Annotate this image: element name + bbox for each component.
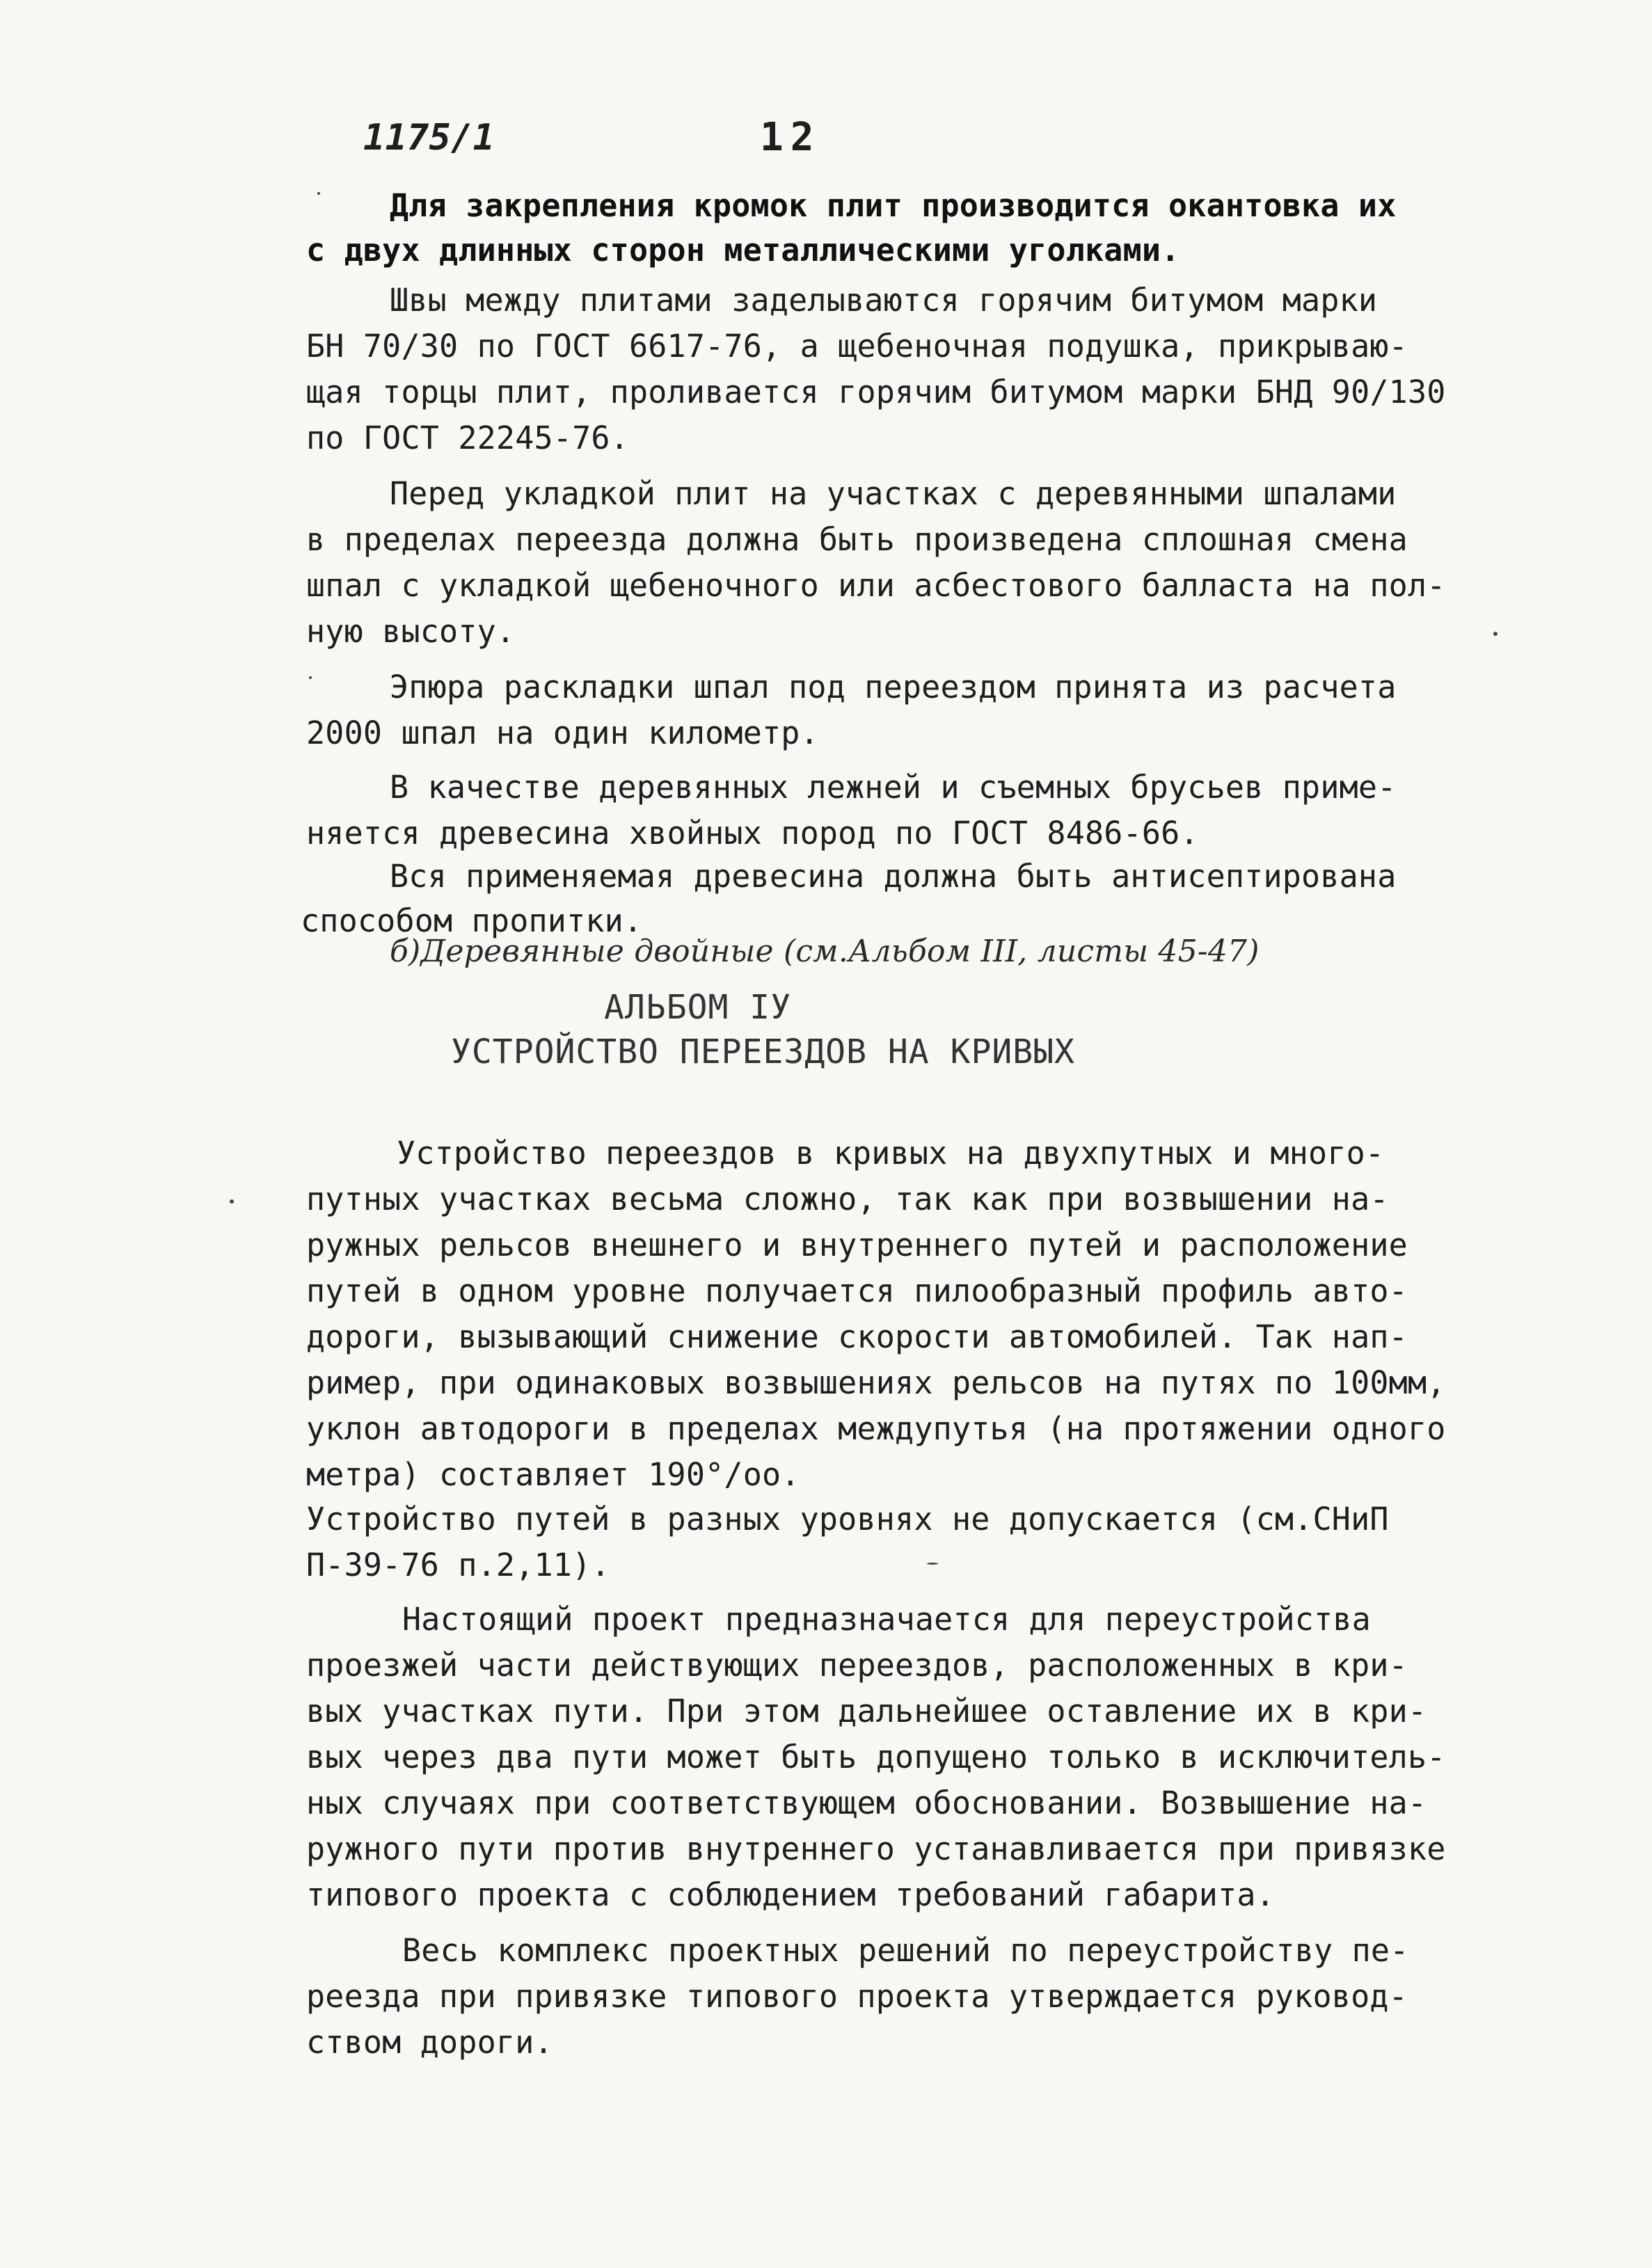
text-line: ружных рельсов внешнего и внутреннего путей и расположение	[306, 1227, 1408, 1263]
text-line: Перед укладкой плит на участках с деревянными шпалами	[390, 475, 1397, 512]
text-line: ную высоту.	[306, 613, 516, 650]
text-line: путей в одном уровне получается пилообразный профиль авто-	[306, 1272, 1408, 1309]
text-line: Устройство переездов в кривых на двухпутных и много-	[397, 1135, 1385, 1172]
scan-speck	[1493, 632, 1498, 636]
section-title: АЛЬБОМ IУ	[604, 988, 792, 1027]
text-line: с двух длинных сторон металлическими уголками.	[306, 232, 1180, 269]
text-line: реезда при привязке типового проекта утверждается руковод-	[306, 1978, 1408, 2015]
text-line: типового проекта с соблюдением требований габарита.	[306, 1876, 1275, 1913]
scan-speck	[927, 1563, 938, 1565]
text-line: метра) составляет 190°/oo.	[306, 1456, 800, 1493]
text-line: Эпюра раскладки шпал под переездом принята из расчета	[390, 669, 1397, 705]
text-line: П-39-76 п.2,11).	[306, 1547, 610, 1583]
text-line: шпал с укладкой щебеночного или асбестового балласта на пол-	[306, 567, 1446, 604]
text-line: 2000 шпал на один километр.	[306, 714, 819, 751]
text-line: щая торцы плит, проливается горячим битумом марки БНД 90/130	[306, 374, 1446, 410]
text-line: путных участках весьма сложно, так как при возвышении на-	[306, 1181, 1389, 1217]
text-line: проезжей части действующих переездов, расположенных в кри-	[306, 1647, 1408, 1684]
text-line: ством дороги.	[306, 2024, 553, 2061]
document-number: 1175/1	[363, 117, 495, 159]
text-line: дороги, вызывающий снижение скорости автомобилей. Так нап-	[306, 1318, 1408, 1355]
text-line: Весь комплекс проектных решений по переустройству пе-	[402, 1932, 1409, 1969]
handwritten-note: б)Деревянные двойные (см.Альбом III, листы 45-47)	[390, 934, 1260, 969]
text-line: уклон автодороги в пределах междупутья (на протяжении одного	[306, 1410, 1446, 1447]
text-line: по ГОСТ 22245-76.	[306, 420, 629, 456]
text-line: БН 70/30 по ГОСТ 6617-76, а щебеночная подушка, прикрываю-	[306, 328, 1408, 365]
text-line: ример, при одинаковых возвышениях рельсов на путях по 100мм,	[306, 1364, 1446, 1401]
scan-speck	[230, 1199, 234, 1204]
text-line: в пределах переезда должна быть произведена сплошная смена	[306, 521, 1408, 558]
text-line: Швы между плитами заделываются горячим битумом марки	[390, 282, 1378, 319]
text-line: вых участках пути. При этом дальнейшее оставление их в кри-	[306, 1693, 1427, 1730]
text-line: няется древесина хвойных пород по ГОСТ 8486-66.	[306, 815, 1199, 852]
scan-speck	[309, 676, 312, 679]
text-line: Настоящий проект предназначается для переустройства	[402, 1601, 1371, 1638]
text-line: способом пропитки.	[301, 902, 643, 939]
page-number: 12	[760, 115, 821, 160]
text-line: ных случаях при соответствующем обосновании. Возвышение на-	[306, 1784, 1427, 1821]
section-subtitle: УСТРОЙСТВО ПЕРЕЕЗДОВ НА КРИВЫХ	[451, 1032, 1075, 1071]
text-line: ружного пути против внутреннего устанавливается при привязке	[306, 1830, 1446, 1867]
text-line: В качестве деревянных лежней и съемных брусьев приме-	[390, 769, 1397, 806]
text-line: Устройство путей в разных уровнях не допускается (см.СНиП	[306, 1501, 1389, 1538]
scan-speck	[317, 192, 320, 195]
text-line: Вся применяемая древесина должна быть антисептирована	[390, 858, 1397, 895]
text-line: вых через два пути может быть допущено только в исключитель-	[306, 1739, 1446, 1775]
text-line: Для закрепления кромок плит производится окантовка их	[390, 187, 1397, 224]
